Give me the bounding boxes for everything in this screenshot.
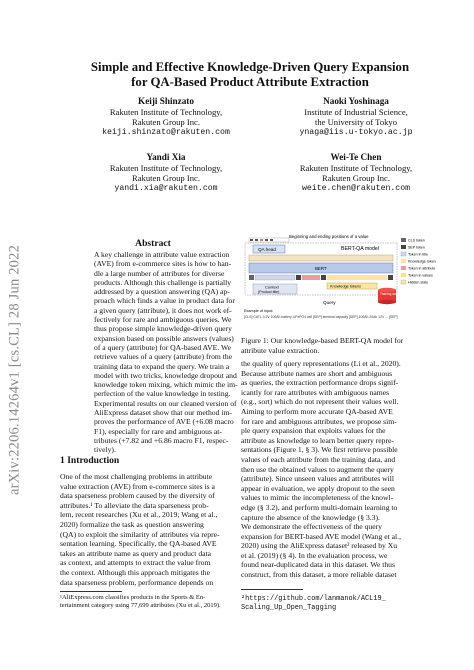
body-line: values of each attribute from the training data, and: [241, 454, 396, 464]
abstract-line: tributes (+7.82 and +6.86 macro F1, respec-: [94, 435, 229, 445]
hidden-states-row: [249, 255, 393, 261]
footnote-right: [241, 595, 446, 613]
abstract-line: AliExpress dataset show that our method im-: [94, 408, 232, 418]
bert-qa-label: BERT-QA model: [341, 246, 379, 252]
abstract-line: thus propose simple knowledge-driven query: [94, 324, 232, 334]
legend-hidden-state: Hidden state: [408, 280, 429, 285]
body-line: appear in evaluation, we apply dropout to the seen: [241, 483, 395, 493]
author-affiliation: Rakuten Group Inc.: [131, 117, 201, 128]
body-line: We demonstrate the effectiveness of the query: [241, 522, 382, 532]
author-name: Wei-Te Chen: [330, 152, 382, 162]
body-line: edge (§ 3.2), and perform multi-domain learning to: [241, 502, 398, 512]
author-block-1: [86, 96, 246, 138]
author-affiliation: Rakuten Institute of Technology,: [109, 162, 223, 173]
body-line: (e.g., sort) which do not represent their values well.: [241, 397, 399, 407]
legend-cls-token: CLS token: [408, 238, 425, 243]
author-name: Keiji Shinzato: [138, 96, 194, 106]
author-block-3: [86, 152, 246, 194]
body-line: capture the absence of the knowledge (§ 3.3).: [241, 512, 380, 522]
abstract-line: Experimental results on our cleaned version of: [94, 398, 237, 408]
abstract-line: proves the performance of AVE (+6.08 macro: [94, 417, 234, 427]
introduction-line: as context, and attempts to extract the value from: [60, 558, 211, 568]
introduction-line: lem, recent researches (Xu et al., 2019; Wang et al.,: [60, 510, 218, 520]
introduction-line: attributes.¹ To alleviate the data sparseness prob-: [60, 500, 209, 510]
abstract-line: proach which finds a value in product data for: [94, 296, 235, 306]
abstract-body: [94, 250, 238, 455]
figure-top-label: Beginning and ending positions of a value: [289, 234, 369, 239]
body-line: 2020) using the AliExpress dataset² released by Xu: [241, 541, 398, 551]
legend-title-token: Token in title: [408, 252, 428, 257]
abstract-line: addressed by a question answering (QA) ap-: [94, 287, 230, 297]
qa-head-label: QA head: [258, 247, 276, 252]
legend-sep-token: SEP token: [408, 245, 425, 250]
author-email[interactable]: weite.chen@rakuten.com: [301, 183, 411, 193]
body-line: icantly for rare attributes with ambiguous names: [241, 387, 390, 397]
introduction-line: (QA) to exploit the similarity of attributes via repre-: [60, 529, 220, 539]
author-name: Yandi Xia: [146, 152, 186, 162]
introduction-line: 2020) formalize the task as question answering: [60, 519, 204, 529]
figure-legend: [401, 238, 436, 285]
author-affiliation: the University of Tokyo: [314, 117, 398, 128]
body-line: for rare and ambiguous attributes, we propose sim-: [241, 416, 397, 426]
author-name: Naoki Yoshinaga: [323, 96, 389, 106]
author-block-4: [276, 152, 436, 194]
abstract-line: training data to expand the query. We train a: [94, 361, 230, 371]
body-line: as queries, the extraction performance drops signif-: [241, 378, 399, 388]
author-affiliation: Rakuten Group Inc.: [131, 173, 201, 184]
abstract-heading: Abstract: [135, 238, 171, 249]
title-line-1: Simple and Effective Knowledge-Driven Query Expansion: [90, 60, 410, 74]
abstract-line: fectively for rare and ambiguous queries. We: [94, 315, 232, 325]
abstract-line: (AVE) from e-commerce sites is how to han-: [94, 259, 232, 269]
caption-line: attribute value extraction.: [241, 345, 320, 355]
position-markers: [249, 238, 289, 242]
training-data-cylinder: [378, 288, 396, 304]
body-line: attribute as knowledge to learn better query repre-: [241, 435, 394, 445]
author-affiliation: Rakuten Institute of Technology,: [299, 162, 413, 173]
title-line-2: for QA-Based Product Attribute Extraction: [131, 75, 369, 89]
caption-line: Figure 1: Our knowledge-based BERT-QA model for: [241, 336, 404, 345]
footnote-url-line: Scaling_Up_Open_Tagging: [241, 604, 337, 612]
body-line: construct, from this dataset, a more reliable dataset: [241, 570, 397, 580]
body-line: found near-duplicated data in this dataset. We thus: [241, 560, 395, 570]
introduction-line: One of the most challenging problems in attribute: [60, 472, 213, 481]
knowledge-tokens-label: Knowledge tokens: [330, 284, 362, 289]
abstract-line: tively).: [94, 445, 116, 455]
right-column-body: [241, 359, 446, 580]
body-line: then use the obtained values to augment the query: [241, 464, 394, 474]
body-line: ple query expansion that exploits values for the: [241, 426, 386, 436]
abstract-line: expansion based on possible answers (values): [94, 333, 234, 343]
body-line: et al. (2019) (§ 4). In the evaluation process, we: [241, 550, 388, 560]
introduction-line: data sparseness problem caused by the diversity of: [60, 491, 215, 501]
footnote-rule-right: [241, 589, 303, 590]
body-line: values to mimic the incompleteness of the knowl-: [241, 493, 394, 503]
body-line: the quality of query representations (Li et al., 2020).: [241, 359, 401, 368]
author-email[interactable]: keiji.shinzato@rakuten.com: [102, 127, 230, 137]
introduction-body: [60, 472, 232, 587]
footnote-rule-left: [60, 591, 122, 592]
legend-knowledge-token: Knowledge token: [408, 259, 436, 264]
footnote-url-line: ²https://github.com/lanmanok/ACL19_: [241, 595, 386, 603]
abstract-line: retrieve values of a query (attribute) from the: [94, 352, 233, 362]
abstract-line: of a query (attribute) for QA-based AVE. We: [94, 342, 232, 352]
arxiv-stamp: [4, 210, 26, 530]
example-input-text: [CLS] CATL 3.2V 100Ah battery LiFePO4 cell [SEP] terminal capacity [SEP] 100Ah 20Ah 12V ... [SEP]: [244, 315, 398, 319]
abstract-line: model with two tricks, knowledge dropout and: [94, 370, 237, 380]
author-affiliation: Rakuten Group Inc.: [321, 173, 391, 184]
body-line: Aiming to perform more accurate QA-based AVE: [241, 406, 393, 416]
body-line: Because attribute names are short and ambiguous: [241, 368, 393, 378]
body-line: sentations (Figure 1, § 3). We first retrieve possible: [241, 445, 398, 455]
introduction-line: sentation learning. Specifically, the QA-based AVE: [60, 539, 217, 549]
training-data-label: Training data: [380, 292, 399, 296]
body-line: (attribute). Since unseen values and attributes will: [241, 474, 394, 484]
query-label: Query: [323, 300, 336, 305]
bert-label: BERT: [315, 266, 327, 271]
section-heading-introduction: 1 Introduction: [60, 455, 120, 466]
legend-attribute-token: Token in attribute: [408, 266, 436, 271]
abstract-line: perfection of the value knowledge in testing.: [94, 389, 231, 399]
example-input-label: Example of input:: [244, 309, 274, 313]
body-line: expansion for BERT-based AVE model (Wang et al.,: [241, 531, 401, 541]
author-block-2: [276, 96, 436, 138]
paper-title: [60, 60, 440, 90]
abstract-line: F1), especially for rare and ambiguous at-: [94, 426, 222, 436]
abstract-line: A key challenge in attribute value extraction: [94, 250, 230, 259]
abstract-line: products. Although this challenge is partially: [94, 277, 232, 287]
abstract-line: dle a large number of attributes for diverse: [94, 268, 225, 278]
author-affiliation: Rakuten Institute of Technology,: [109, 106, 223, 117]
introduction-line: value extraction (AVE) from e-commerce sites is a: [60, 481, 215, 491]
author-email[interactable]: ynaga@iis.u-tokyo.ac.jp: [299, 127, 413, 137]
figure-caption: [241, 336, 446, 355]
introduction-line: takes an attribute name as query and product data: [60, 548, 212, 558]
figure-1: [241, 232, 446, 322]
footnote-line: tertainment category using 77,699 attributes (Xu et al., 2019).: [60, 602, 221, 609]
introduction-line: the context. Although this approach mitigates the: [60, 567, 211, 577]
introduction-line: data sparseness problem, performance depends on: [60, 577, 214, 587]
footnote-left: [60, 594, 234, 610]
figure-diagram: [241, 232, 446, 322]
input-token-row: [249, 275, 393, 280]
legend-value-token: Token in values: [408, 273, 433, 278]
abstract-line: knowledge token mixing, which mimic the im-: [94, 380, 238, 390]
author-affiliation: Institute of Industrial Science,: [304, 106, 408, 117]
author-email[interactable]: yandi.xia@rakuten.com: [114, 183, 218, 193]
context-label: Context: [265, 284, 279, 290]
footnote-line: ¹AliExpress.com classifies products in the Sports & En-: [60, 594, 206, 601]
context-sub-label: (Product title): [258, 290, 280, 294]
abstract-line: a given query (attribute), it does not work ef-: [94, 305, 232, 315]
arxiv-stamp-text: arXiv:2206.14264v1 [cs.CL] 28 Jun 2022: [6, 244, 23, 496]
